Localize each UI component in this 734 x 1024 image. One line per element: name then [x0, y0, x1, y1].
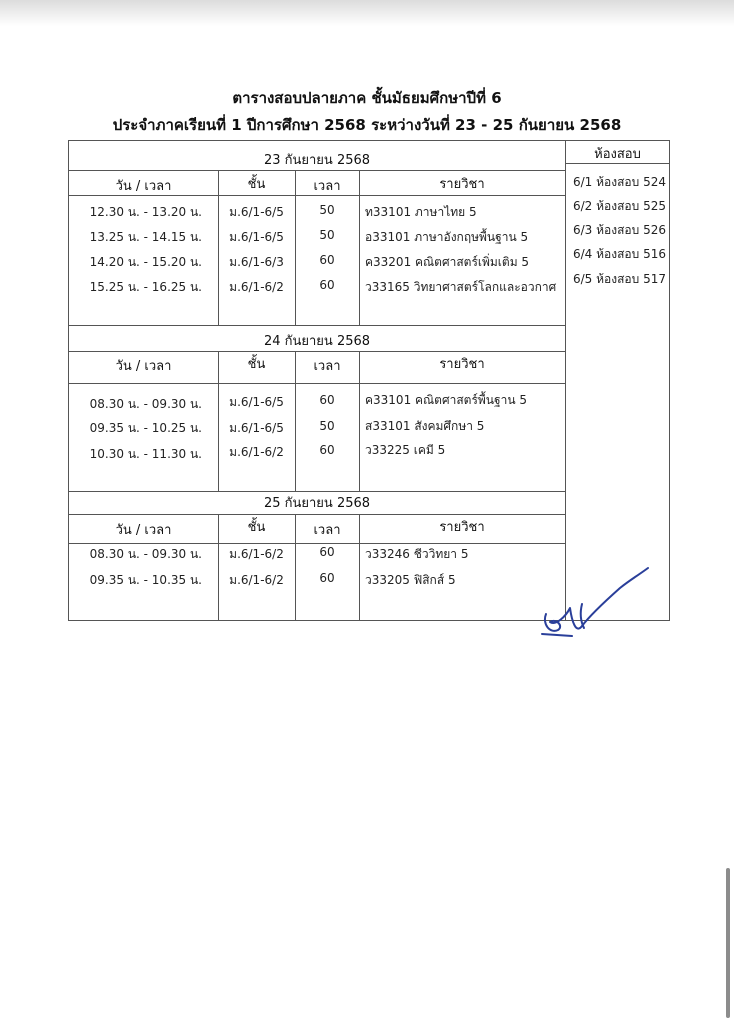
divider — [218, 351, 219, 491]
table-row-time: 09.35 น. - 10.25 น. — [89, 421, 202, 435]
table-row-subject: ว33205 ฟิสิกส์ 5 — [365, 573, 456, 587]
table-row-duration: 60 — [319, 443, 335, 457]
table-row-duration: 50 — [319, 228, 335, 242]
table-row-duration: 50 — [319, 419, 335, 433]
table-row-duration: 60 — [319, 253, 335, 267]
table-row-grade: ม.6/1-6/5 — [229, 230, 284, 244]
divider — [218, 170, 219, 325]
exam-schedule-table — [68, 140, 670, 621]
table-row-duration: 60 — [319, 545, 335, 559]
divider — [69, 351, 565, 352]
table-row-grade: ม.6/1-6/3 — [229, 255, 284, 269]
table-row-time: 08.30 น. - 09.30 น. — [89, 397, 202, 411]
divider — [218, 514, 219, 620]
table-row-time: 08.30 น. - 09.30 น. — [89, 547, 202, 561]
table-row-grade: ม.6/1-6/5 — [229, 395, 284, 409]
rooms-header: ห้องสอบ — [594, 147, 641, 162]
table-row-subject: ค33101 คณิตศาสตร์พื้นฐาน 5 — [365, 393, 528, 407]
day-3-date: 25 กันยายน 2568 — [263, 496, 371, 511]
rooms-column-divider — [565, 141, 566, 620]
day-1-col-grade: ชั้น — [247, 177, 266, 192]
day-3-col-grade: ชั้น — [247, 520, 266, 535]
table-row-duration: 50 — [319, 203, 335, 217]
divider — [295, 170, 296, 325]
table-row-grade: ม.6/1-6/2 — [229, 445, 284, 459]
day-1-col-duration: เวลา — [313, 179, 341, 194]
signature-mark — [536, 564, 676, 644]
table-row-duration: 60 — [319, 278, 335, 292]
page-title: ตารางสอบปลายภาค ชั้นมัธยมศึกษาปีที่ 6 — [232, 89, 502, 107]
divider — [69, 170, 565, 171]
day-1-col-time: วัน / เวลา — [115, 179, 172, 194]
table-row-grade: ม.6/1-6/5 — [229, 205, 284, 219]
table-row-time: 15.25 น. - 16.25 น. — [89, 280, 202, 294]
table-row-time: 14.20 น. - 15.20 น. — [89, 255, 202, 269]
day-1-date: 23 กันยายน 2568 — [263, 153, 371, 168]
table-row-duration: 60 — [319, 393, 335, 407]
table-row-subject: ส33101 สังคมศึกษา 5 — [365, 419, 485, 433]
scrollbar[interactable] — [726, 868, 730, 1018]
divider — [69, 325, 565, 326]
table-row-subject: ว33246 ชีววิทยา 5 — [365, 547, 469, 561]
room-item: 6/2 ห้องสอบ 525 — [573, 199, 666, 213]
page-top-shadow — [0, 0, 734, 26]
day-3-col-duration: เวลา — [313, 523, 341, 538]
divider — [359, 170, 360, 325]
table-row-time: 09.35 น. - 10.35 น. — [89, 573, 202, 587]
table-row-subject: ค33201 คณิตศาสตร์เพิ่มเติม 5 — [365, 255, 530, 269]
day-2-col-duration: เวลา — [313, 359, 341, 374]
divider — [69, 195, 565, 196]
day-2-col-time: วัน / เวลา — [115, 359, 172, 374]
table-row-subject: ว33165 วิทยาศาสตร์โลกและอวกาศ — [365, 280, 557, 294]
table-row-time: 10.30 น. - 11.30 น. — [89, 447, 202, 461]
divider — [69, 383, 565, 384]
divider — [295, 351, 296, 491]
divider — [359, 514, 360, 620]
table-row-time: 13.25 น. - 14.15 น. — [89, 230, 202, 244]
room-item: 6/1 ห้องสอบ 524 — [573, 175, 666, 189]
room-item: 6/3 ห้องสอบ 526 — [573, 223, 666, 237]
divider — [69, 514, 565, 515]
divider — [565, 163, 669, 164]
table-row-subject: ท33101 ภาษาไทย 5 — [365, 205, 477, 219]
table-row-subject: ว33225 เคมี 5 — [365, 443, 446, 457]
day-1-col-subject: รายวิชา — [439, 177, 485, 192]
room-item: 6/5 ห้องสอบ 517 — [573, 272, 666, 286]
room-item: 6/4 ห้องสอบ 516 — [573, 247, 666, 261]
divider — [295, 514, 296, 620]
table-row-grade: ม.6/1-6/2 — [229, 547, 284, 561]
divider — [69, 543, 565, 544]
day-2-date: 24 กันยายน 2568 — [263, 334, 371, 349]
day-3-col-subject: รายวิชา — [439, 520, 485, 535]
table-row-subject: อ33101 ภาษาอังกฤษพื้นฐาน 5 — [365, 230, 529, 244]
table-row-grade: ม.6/1-6/2 — [229, 280, 284, 294]
page-subtitle: ประจำภาคเรียนที่ 1 ปีการศึกษา 2568 ระหว่างวันที่ 23 - 25 กันยายน 2568 — [112, 116, 622, 134]
table-row-grade: ม.6/1-6/2 — [229, 573, 284, 587]
table-row-grade: ม.6/1-6/5 — [229, 421, 284, 435]
day-2-col-subject: รายวิชา — [439, 357, 485, 372]
table-row-duration: 60 — [319, 571, 335, 585]
divider — [359, 351, 360, 491]
table-row-time: 12.30 น. - 13.20 น. — [89, 205, 202, 219]
day-3-col-time: วัน / เวลา — [115, 523, 172, 538]
day-2-col-grade: ชั้น — [247, 357, 266, 372]
